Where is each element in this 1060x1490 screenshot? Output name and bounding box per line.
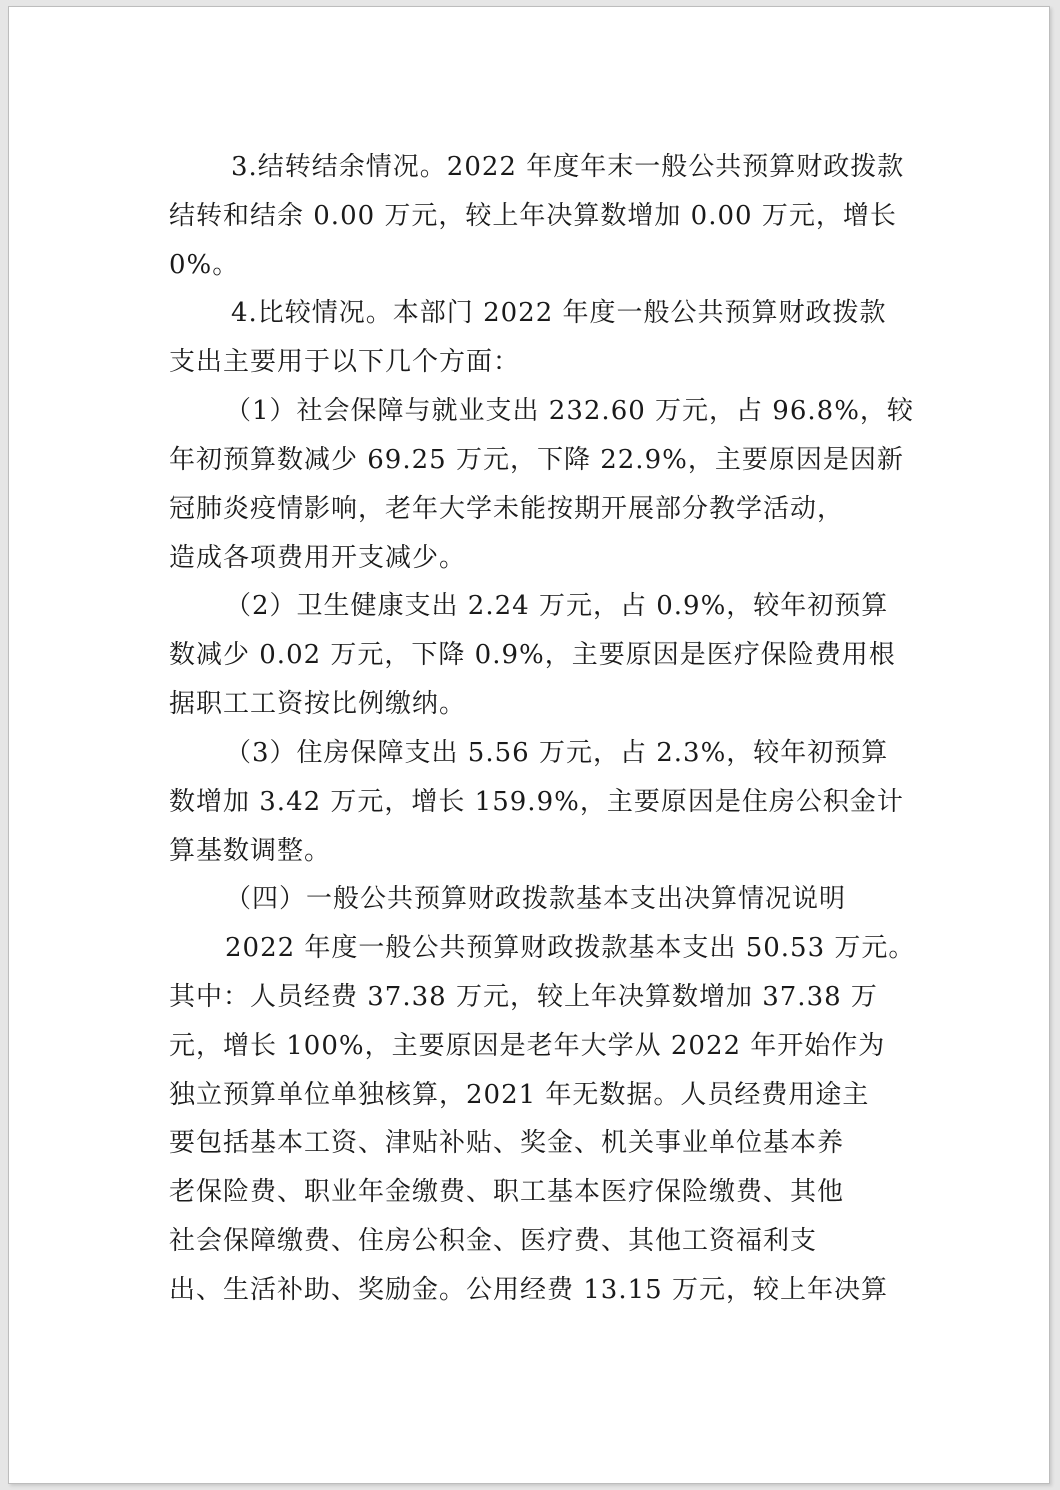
text-line: 年初预算数减少 69.25 万元，下降 22.9%，主要原因是因新: [169, 445, 904, 475]
text-line: 数减少 0.02 万元，下降 0.9%，主要原因是医疗保险费用根: [169, 640, 896, 670]
text-line: 元，增长 100%，主要原因是老年大学从 2022 年开始作为: [169, 1031, 886, 1061]
section-heading: （四）一般公共预算财政拨款基本支出决算情况说明: [225, 884, 847, 914]
text-line: 老保险费、职业年金缴费、职工基本医疗保险缴费、其他: [169, 1177, 845, 1207]
text-line: 据职工工资按比例缴纳。: [169, 689, 467, 719]
text-line: （1）社会保障与就业支出 232.60 万元，占 96.8%，较: [225, 396, 914, 426]
text-line: 数增加 3.42 万元，增长 159.9%，主要原因是住房公积金计: [169, 787, 904, 817]
text-line: 2022 年度一般公共预算财政拨款基本支出 50.53 万元。: [225, 933, 916, 963]
text-line: 支出主要用于以下几个方面：: [169, 347, 521, 377]
text-line: 要包括基本工资、津贴补贴、奖金、机关事业单位基本养: [169, 1128, 845, 1158]
text-line: （2）卫生健康支出 2.24 万元，占 0.9%，较年初预算: [225, 591, 889, 621]
text-line: 3.结转结余情况。2022 年度年末一般公共预算财政拨款: [231, 152, 905, 182]
text-line: 结转和结余 0.00 万元，较上年决算数增加 0.00 万元，增长: [169, 201, 897, 231]
text-line: 4.比较情况。本部门 2022 年度一般公共预算财政拨款: [231, 298, 887, 328]
text-line: 其中：人员经费 37.38 万元，较上年决算数增加 37.38 万: [169, 982, 878, 1012]
text-line: 算基数调整。: [169, 836, 332, 866]
text-line: （3）住房保障支出 5.56 万元，占 2.3%，较年初预算: [225, 738, 889, 768]
text-line: 造成各项费用开支减少。: [169, 543, 467, 573]
text-line: 出、生活补助、奖励金。公用经费 13.15 万元，较上年决算: [169, 1275, 888, 1305]
text-line: 社会保障缴费、住房公积金、医疗费、其他工资福利支: [169, 1226, 818, 1256]
text-line: 0%。: [169, 250, 240, 280]
text-line: 独立预算单位单独核算，2021 年无数据。人员经费用途主: [169, 1080, 870, 1110]
text-line: 冠肺炎疫情影响，老年大学未能按期开展部分教学活动，: [169, 494, 845, 524]
document-page: [8, 6, 1050, 1484]
